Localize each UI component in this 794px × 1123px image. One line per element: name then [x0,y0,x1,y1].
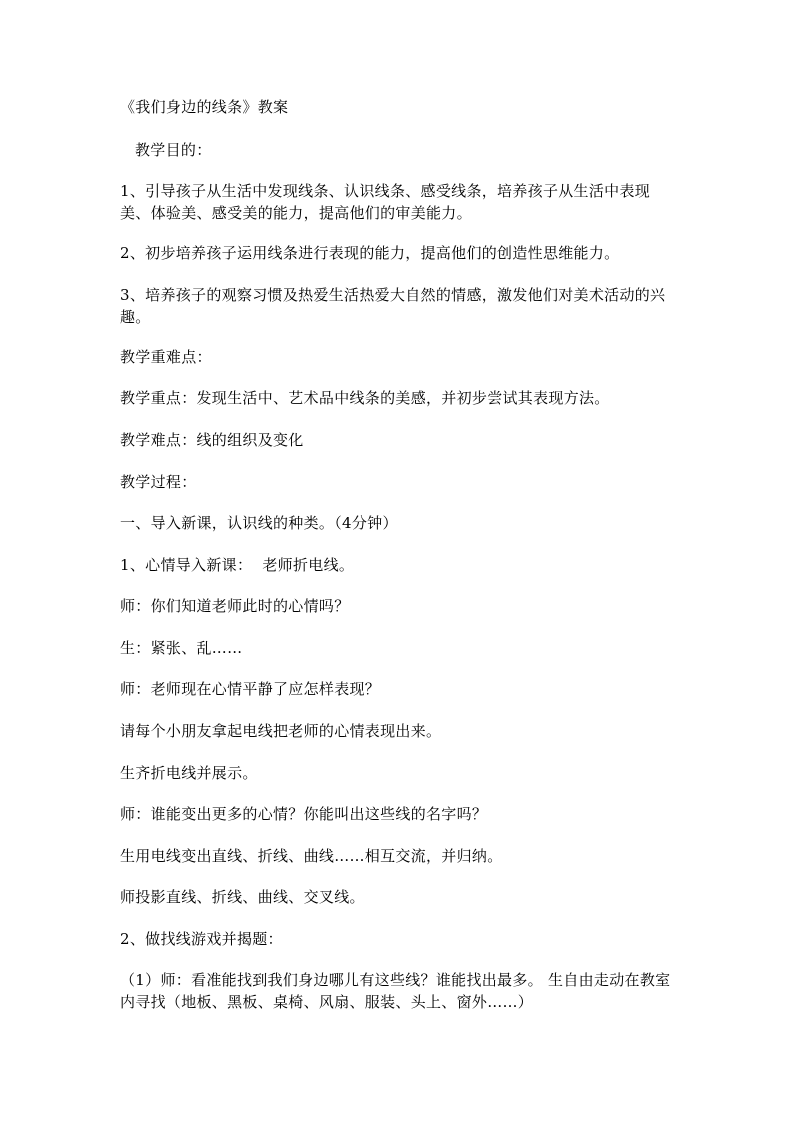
objective-2: 2、初步培养孩子运用线条进行表现的能力，提高他们的创造性思维能力。 [120,244,620,262]
dialogue-line: 师：谁能变出更多的心情？你能叫出这些线的名字吗？ [120,805,488,823]
objectives-heading: 教学目的： [135,141,212,159]
key-point: 教学重点：发现生活中、艺术品中线条的美感，并初步尝试其表现方法。 [120,389,610,407]
dialogue-line: 请每个小朋友拿起电线把老师的心情表现出来。 [120,722,442,740]
process-heading: 教学过程： [120,473,197,491]
dialogue-line: 生：紧张、乱…… [120,639,243,657]
difficult-point: 教学难点：线的组织及变化 [120,431,304,449]
dialogue-line: 师：你们知道老师此时的心情吗？ [120,597,350,615]
step2-item-1: （1）师：看准能找到我们身边哪儿有这些线？谁能找出最多。 生自由走动在教室内寻找（地板、黑板、桌椅、风扇、服装、头上、窗外……） [120,971,671,1011]
dialogue-line: 师：老师现在心情平静了应怎样表现？ [120,680,381,698]
dialogue-line: 师投影直线、折线、曲线、交叉线。 [120,888,365,906]
dialogue-line: 生用电线变出直线、折线、曲线……相互交流，并归纳。 [120,847,503,865]
objective-1: 1、引导孩子从生活中发现线条、认识线条、感受线条，培养孩子从生活中表现美、体验美、感受美的能力，提高他们的审美能力。 [120,182,651,222]
dialogue-line: 生齐折电线并展示。 [120,764,258,782]
step2-heading: 2、做找线游戏并揭题： [120,930,283,948]
document-title: 《我们身边的线条》教案 [120,98,289,116]
objective-3: 3、培养孩子的观察习惯及热爱生活热爱大自然的情感，激发他们对美术活动的兴趣。 [120,286,666,326]
key-difficult-heading: 教学重难点： [120,348,212,366]
step1-heading: 1、心情导入新课： 老师折电线。 [120,556,355,574]
section1-heading: 一、导入新课，认识线的种类。（4分钟） [120,514,398,532]
